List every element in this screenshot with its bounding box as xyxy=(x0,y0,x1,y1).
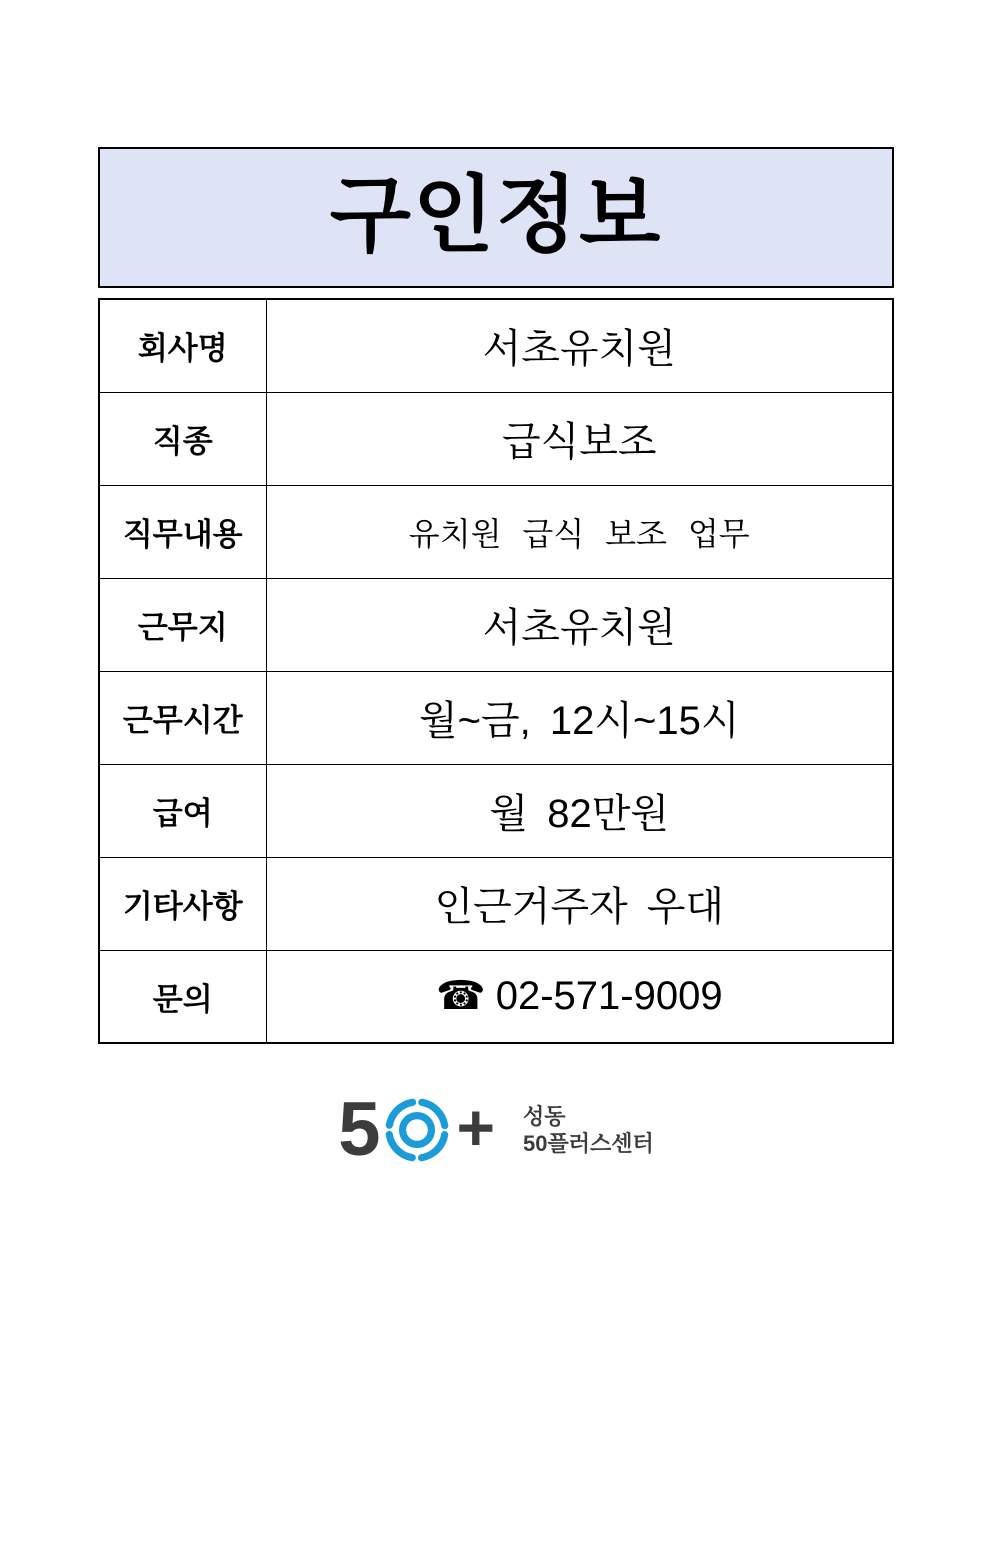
logo-text-line2: 50플러스센터 xyxy=(523,1131,654,1156)
row-value-location: 서초유치원 xyxy=(266,578,893,671)
row-label-etc: 기타사항 xyxy=(99,857,266,950)
table-row-contact xyxy=(99,950,893,1043)
table-row-location xyxy=(99,578,893,671)
logo-inner-ring xyxy=(402,1116,431,1145)
title-banner xyxy=(98,147,894,288)
row-value-etc: 인근거주자 우대 xyxy=(266,857,893,950)
row-label-duties: 직무내용 xyxy=(99,485,266,578)
row-value-company: 서초유치원 xyxy=(266,299,893,392)
row-value-hours: 월~금, 12시~15시 xyxy=(266,671,893,764)
logo-50plus xyxy=(0,1087,992,1172)
row-label-jobtype: 직종 xyxy=(99,392,266,485)
table-row-duties xyxy=(99,485,893,578)
phone-icon: ☎ xyxy=(435,974,486,1019)
page-title: 구인정보 xyxy=(329,167,663,262)
row-label-location: 근무지 xyxy=(99,578,266,671)
row-value-contact xyxy=(266,950,893,1043)
phone-number: 02-571-9009 xyxy=(495,974,723,1019)
table-row-company xyxy=(99,299,893,392)
job-info-table xyxy=(98,298,894,1044)
row-value-salary: 월 82만원 xyxy=(266,764,893,857)
logo-target-icon xyxy=(381,1094,453,1166)
table-row-etc xyxy=(99,857,893,950)
logo-text-line1: 성동 xyxy=(523,1103,566,1129)
row-value-duties: 유치원 급식 보조 업무 xyxy=(266,485,893,578)
document-page xyxy=(0,147,992,1550)
logo-text-block xyxy=(523,1103,654,1158)
row-label-hours: 근무시간 xyxy=(99,671,266,764)
logo-outer-dashed-ring xyxy=(388,1102,444,1158)
row-label-salary: 급여 xyxy=(99,764,266,857)
row-value-jobtype: 급식보조 xyxy=(266,392,893,485)
row-label-contact: 문의 xyxy=(99,950,266,1043)
table-row-hours xyxy=(99,671,893,764)
logo-number-5: 5 xyxy=(338,1087,379,1172)
table-row-salary xyxy=(99,764,893,857)
row-label-company: 회사명 xyxy=(99,299,266,392)
logo-plus-sign: + xyxy=(456,1090,496,1164)
table-row-jobtype xyxy=(99,392,893,485)
